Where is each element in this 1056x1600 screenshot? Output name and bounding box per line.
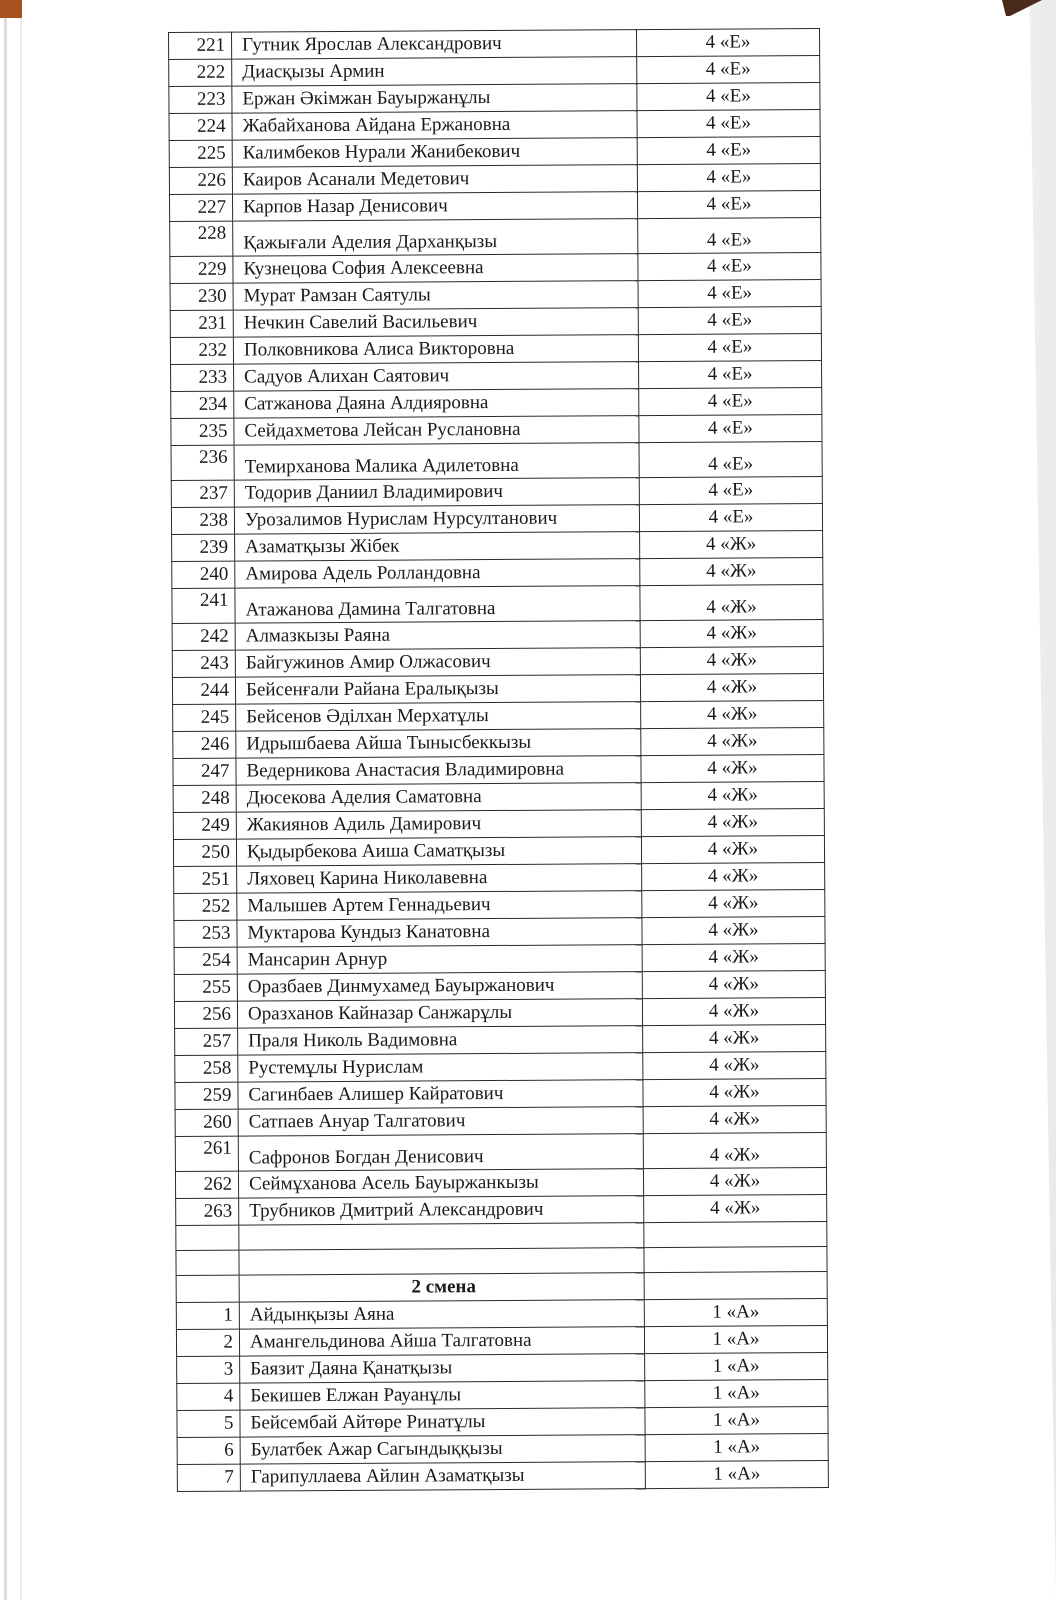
row-number: 7 [177, 1464, 240, 1491]
empty-cell [176, 1275, 239, 1302]
student-name: Баязит Даяна Қанатқызы [240, 1354, 645, 1383]
row-number: 232 [170, 337, 233, 364]
table-row [171, 442, 822, 481]
student-name: Гарипуллаева Айлин Азаматқызы [240, 1462, 645, 1491]
class-label: 4 «Ж» [643, 1167, 826, 1195]
table-row [173, 809, 824, 840]
student-name: Алмазкызы Раяна [235, 621, 640, 650]
table-row [170, 280, 821, 311]
row-number: 233 [171, 364, 234, 391]
class-label: 4 «Ж» [643, 1079, 826, 1107]
table-row [174, 890, 825, 921]
document-page [168, 28, 829, 1492]
row-number: 226 [169, 167, 232, 194]
row-number: 234 [171, 391, 234, 418]
student-name: Оразханов Кайназар Санжарұлы [237, 999, 642, 1028]
table-row [175, 1079, 826, 1110]
scan-edge-top-left [0, 0, 22, 18]
student-name: Бекишев Елжан Рауанұлы [240, 1381, 645, 1410]
student-name: Рустемұлы Нурислам [238, 1053, 643, 1082]
table-row [172, 674, 823, 705]
student-name: Садуов Алихан Саятович [234, 362, 639, 391]
table-row [171, 388, 822, 419]
empty-cell [239, 1248, 644, 1275]
class-label: 1 «А» [644, 1298, 827, 1326]
table-row [173, 836, 824, 867]
row-number: 6 [177, 1437, 240, 1464]
student-name: Муктарова Кундыз Канатовна [237, 918, 642, 947]
table-row [169, 56, 820, 87]
class-label: 4 «Ж» [643, 1025, 826, 1053]
row-number: 242 [172, 623, 235, 650]
row-number: 223 [169, 86, 232, 113]
student-name: Атажанова Дамина Талгатовна [235, 586, 640, 623]
student-name: Калимбеков Нурали Жанибекович [232, 138, 637, 167]
student-name: Сафронов Богдан Денисович [238, 1134, 643, 1171]
row-number: 231 [170, 310, 233, 337]
table-row [177, 1379, 828, 1410]
student-name: Ведерникова Анастасия Владимировна [236, 756, 641, 785]
row-number: 241 [172, 588, 235, 623]
student-name: Амангельдинова Айша Талгатовна [239, 1327, 644, 1356]
student-name: Нечкин Савелий Васильевич [233, 308, 638, 337]
student-name: Сеймұханова Асель Бауыржанкызы [238, 1169, 643, 1198]
student-name: Ляховец Карина Николавевна [237, 864, 642, 893]
table-row [169, 191, 820, 222]
class-label: 4 «Е» [637, 110, 820, 138]
table-row [177, 1406, 828, 1437]
table-row [169, 164, 820, 195]
class-label: 4 «Ж» [643, 1106, 826, 1134]
student-name: Малышев Артем Геннадьевич [237, 891, 642, 920]
class-label: 4 «Е» [636, 29, 819, 57]
class-label: 4 «Ж» [641, 836, 824, 864]
class-label: 4 «Ж» [640, 647, 823, 675]
class-label: 4 «Е» [638, 334, 821, 362]
table-row [175, 1167, 826, 1198]
class-label: 1 «А» [645, 1352, 828, 1380]
class-label: 4 «Ж» [642, 863, 825, 891]
table-row [171, 477, 822, 508]
row-number: 243 [172, 650, 235, 677]
class-label: 4 «Е» [638, 307, 821, 335]
table-row [175, 1052, 826, 1083]
row-number: 224 [169, 113, 232, 140]
table-row [169, 83, 820, 114]
row-number: 255 [174, 974, 237, 1001]
table-row [175, 1106, 826, 1137]
row-number: 3 [177, 1356, 240, 1383]
class-label: 4 «Ж» [642, 917, 825, 945]
table-row [176, 1194, 827, 1225]
table-row [171, 504, 822, 535]
student-name: Сатпаев Ануар Талгатович [238, 1107, 643, 1136]
scan-edge-left-inner [20, 18, 22, 1600]
student-name: Оразбаев Динмухамед Бауыржанович [237, 972, 642, 1001]
row-number: 228 [170, 221, 233, 256]
table-row [173, 755, 824, 786]
class-label: 4 «Ж» [641, 755, 824, 783]
student-name: Кузнецова София Алексеевна [233, 254, 638, 283]
student-name: Қажығали Аделия Дарханқызы [233, 219, 638, 256]
row-number: 222 [169, 59, 232, 86]
row-number: 253 [174, 920, 237, 947]
class-label: 4 «Е» [639, 504, 822, 532]
student-name: Сагинбаев Алишер Кайратович [238, 1080, 643, 1109]
table-row [176, 1298, 827, 1329]
class-label: 4 «Е» [637, 137, 820, 165]
student-name: Байгужинов Амир Олжасович [235, 648, 640, 677]
class-label: 4 «Е» [639, 361, 822, 389]
class-label: 1 «А» [645, 1379, 828, 1407]
class-label: 4 «Ж» [642, 998, 825, 1026]
class-label: 4 «Е» [639, 388, 822, 416]
student-name: Полковникова Алиса Викторовна [233, 335, 638, 364]
student-list-table [168, 28, 829, 1492]
table-row [174, 917, 825, 948]
student-name: Мансарин Арнур [237, 945, 642, 974]
class-label: 4 «Е» [639, 477, 822, 505]
scan-edge-right [1018, 0, 1056, 1600]
row-number: 263 [176, 1198, 239, 1225]
table-row [170, 253, 821, 284]
class-label: 4 «Ж» [640, 620, 823, 648]
row-number: 1 [176, 1302, 239, 1329]
student-name: Бейсенғали Райана Ералықызы [235, 675, 640, 704]
student-name: Гутник Ярослав Александрович [232, 30, 637, 59]
row-number: 238 [171, 507, 234, 534]
student-name: Праля Николь Вадимовна [238, 1026, 643, 1055]
student-name: Идрышбаева Айша Тынысбеккызы [236, 729, 641, 758]
student-name: Трубников Дмитрий Александрович [239, 1196, 644, 1225]
student-name: Тодорив Даниил Владимирович [234, 478, 639, 507]
class-label: 4 «Ж» [643, 1132, 826, 1168]
class-label: 4 «Е» [637, 83, 820, 111]
student-name: Темирханова Малика Адилетовна [234, 443, 639, 480]
table-row [175, 1025, 826, 1056]
student-name: Сатжанова Даяна Алдияровна [234, 389, 639, 418]
table-row [170, 334, 821, 365]
row-number: 259 [175, 1082, 238, 1109]
table-row [175, 1132, 826, 1171]
row-number: 5 [177, 1410, 240, 1437]
scan-edge-left [4, 18, 7, 1600]
row-number: 250 [173, 839, 236, 866]
row-number: 2 [176, 1329, 239, 1356]
class-label: 4 «Е» [639, 442, 822, 478]
student-name: Булатбек Ажар Сагындыққызы [240, 1435, 645, 1464]
class-label: 4 «Е» [638, 253, 821, 281]
student-name: Урозалимов Нурислам Нурсултанович [234, 505, 639, 534]
table-row [177, 1433, 828, 1464]
student-name: Жакиянов Адиль Дамирович [236, 810, 641, 839]
class-label: 1 «А» [645, 1433, 828, 1461]
section-title: 2 смена [239, 1273, 644, 1302]
class-label: 4 «Е» [637, 191, 820, 219]
student-name: Бейсембай Айтөре Ринатұлы [240, 1408, 645, 1437]
table-row [169, 29, 820, 60]
table-row [177, 1460, 828, 1491]
row-number: 262 [175, 1171, 238, 1198]
row-number: 239 [172, 534, 235, 561]
class-label: 1 «А» [645, 1406, 828, 1434]
class-label: 4 «Ж» [640, 674, 823, 702]
class-label: 4 «Ж» [641, 728, 824, 756]
empty-cell [176, 1250, 239, 1275]
class-label: 4 «Ж» [641, 809, 824, 837]
class-label: 4 «Ж» [643, 1052, 826, 1080]
table-row [170, 307, 821, 338]
student-name: Қыдырбекова Аиша Саматқызы [236, 837, 641, 866]
row-number: 4 [177, 1383, 240, 1410]
class-label: 4 «Ж» [642, 890, 825, 918]
row-number: 230 [170, 283, 233, 310]
row-number: 252 [174, 893, 237, 920]
row-number: 237 [171, 480, 234, 507]
table-row [173, 728, 824, 759]
class-label: 1 «А» [645, 1460, 828, 1488]
empty-cell [644, 1246, 827, 1272]
empty-cell [644, 1221, 827, 1247]
row-number: 229 [170, 256, 233, 283]
section-header-row [176, 1271, 827, 1302]
student-name: Каиров Асанали Медетович [232, 165, 637, 194]
row-number: 235 [171, 418, 234, 445]
row-number: 248 [173, 785, 236, 812]
class-label: 4 «Е» [638, 218, 821, 254]
empty-cell [239, 1223, 644, 1250]
table-row [172, 585, 823, 624]
class-label: 4 «Е» [639, 415, 822, 443]
class-label: 4 «Ж» [644, 1194, 827, 1222]
table-row [174, 998, 825, 1029]
table-row [174, 944, 825, 975]
class-label: 4 «Ж» [640, 585, 823, 621]
row-number: 227 [169, 194, 232, 221]
row-number: 246 [173, 731, 236, 758]
class-label: 4 «Е» [637, 164, 820, 192]
class-label: 4 «Е» [638, 280, 821, 308]
row-number: 249 [173, 812, 236, 839]
table-row [174, 971, 825, 1002]
row-number: 257 [175, 1028, 238, 1055]
table-row [172, 620, 823, 651]
row-number: 244 [172, 677, 235, 704]
table-row [174, 863, 825, 894]
class-label: 4 «Ж» [642, 971, 825, 999]
class-label: 4 «Ж» [640, 531, 823, 559]
row-number: 251 [174, 866, 237, 893]
row-number: 240 [172, 561, 235, 588]
row-number: 254 [174, 947, 237, 974]
class-label: 4 «Ж» [641, 701, 824, 729]
row-number: 221 [169, 32, 232, 59]
student-list-body [169, 29, 829, 1492]
student-name: Амирова Адель Ролландовна [235, 559, 640, 588]
table-row [177, 1352, 828, 1383]
row-number: 261 [175, 1136, 238, 1171]
table-row [172, 647, 823, 678]
table-row [173, 701, 824, 732]
row-number: 260 [175, 1109, 238, 1136]
student-name: Карпов Назар Денисович [232, 192, 637, 221]
row-number: 258 [175, 1055, 238, 1082]
class-label: 4 «Е» [637, 56, 820, 84]
table-row [172, 531, 823, 562]
student-name: Мурат Рамзан Саятулы [233, 281, 638, 310]
table-row [169, 137, 820, 168]
table-row [171, 361, 822, 392]
row-number: 245 [173, 704, 236, 731]
table-row [172, 558, 823, 589]
student-name: Дюсекова Аделия Саматовна [236, 783, 641, 812]
table-row [170, 218, 821, 257]
row-number: 236 [171, 445, 234, 480]
empty-cell [176, 1225, 239, 1250]
table-row [171, 415, 822, 446]
student-name: Жабайханова Айдана Ержановна [232, 111, 637, 140]
table-row [176, 1325, 827, 1356]
row-number: 256 [174, 1001, 237, 1028]
class-label: 4 «Ж» [640, 558, 823, 586]
student-name: Диасқызы Армин [232, 57, 637, 86]
student-name: Айдынқызы Аяна [239, 1300, 644, 1329]
student-name: Ержан Әкімжан Бауыржанұлы [232, 84, 637, 113]
student-name: Азаматқызы Жібек [235, 532, 640, 561]
class-label: 4 «Ж» [641, 782, 824, 810]
row-number: 247 [173, 758, 236, 785]
row-number: 225 [169, 140, 232, 167]
table-row [169, 110, 820, 141]
table-row [173, 782, 824, 813]
empty-cell [644, 1271, 827, 1299]
class-label: 1 «А» [644, 1325, 827, 1353]
class-label: 4 «Ж» [642, 944, 825, 972]
student-name: Бейсенов Әділхан Мерхатұлы [236, 702, 641, 731]
student-name: Сейдахметова Лейсан Руслановна [234, 416, 639, 445]
